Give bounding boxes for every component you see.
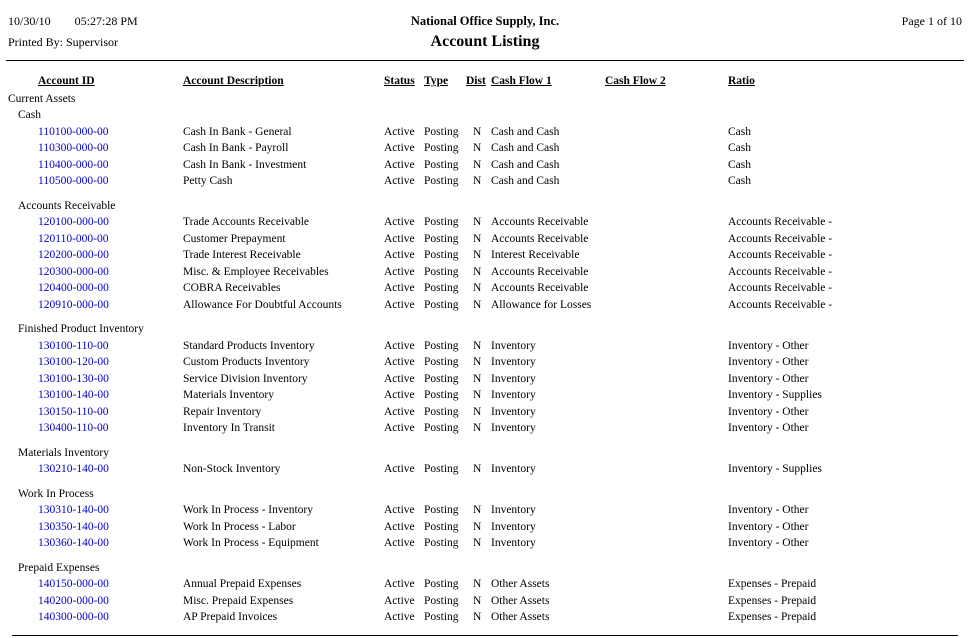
dist-value: N (473, 339, 482, 352)
cash-flow-2-value (605, 502, 728, 519)
ratio-value: Accounts Receivable - (728, 232, 833, 245)
cash-flow-1-value: Allowance for Losses (491, 298, 592, 311)
dist-value: N (473, 504, 482, 516)
ratio-value: Inventory - Other (728, 520, 809, 533)
table-row (8, 124, 964, 141)
dist-value: N (473, 389, 482, 401)
table-row (8, 157, 964, 174)
ratio-value: Inventory - Other (728, 339, 809, 352)
status-value: Active (384, 175, 415, 187)
type-value: Posting (424, 142, 459, 154)
account-description: Misc. Prepaid Expenses (183, 594, 294, 607)
company-name: National Office Supply, Inc. (410, 14, 560, 28)
table-row (8, 214, 964, 231)
status-value: Active (384, 504, 415, 516)
account-description: Non-Stock Inventory (183, 463, 281, 475)
cash-flow-2-value (605, 231, 728, 248)
account-id-link[interactable]: 130100-110-00 (38, 339, 109, 352)
printed-by: Printed By: Supervisor (8, 35, 118, 49)
cash-flow-2-value (605, 609, 728, 626)
page-title: Account Listing (430, 33, 540, 50)
dist-value: N (473, 265, 482, 278)
column-header-row (8, 73, 964, 90)
table-row (8, 519, 964, 536)
dist-value: N (473, 463, 482, 475)
cash-flow-1-value: Accounts Receivable (491, 216, 589, 228)
type-value: Posting (424, 125, 459, 138)
account-description: Cash In Bank - Payroll (183, 142, 289, 154)
status-value: Active (384, 282, 415, 294)
ratio-value: Inventory - Supplies (728, 463, 822, 475)
type-value: Posting (424, 356, 459, 368)
cash-flow-2-value (605, 297, 728, 314)
category-label: Current Assets (8, 92, 76, 105)
type-value: Posting (424, 158, 459, 171)
cash-flow-2-value (605, 214, 728, 231)
table-row (8, 371, 964, 388)
cash-flow-1-value: Accounts Receivable (491, 232, 589, 245)
cash-flow-2-value (605, 264, 728, 281)
group-label: Finished Product Inventory (18, 323, 144, 335)
account-id-link[interactable]: 130350-140-00 (38, 520, 109, 533)
column-header-dist: Dist (466, 75, 486, 87)
account-id-link[interactable]: 130100-130-00 (38, 372, 109, 385)
ratio-value: Cash (728, 142, 751, 154)
report-time: 05:27:28 PM (74, 14, 138, 28)
cash-flow-2-value (605, 173, 728, 190)
type-value: Posting (424, 405, 459, 418)
table-row (8, 576, 964, 593)
cash-flow-1-value: Inventory (491, 389, 536, 401)
type-value: Posting (424, 298, 459, 311)
status-value: Active (384, 520, 415, 533)
cash-flow-1-value: Accounts Receivable (491, 265, 589, 278)
dist-value: N (473, 125, 482, 138)
cash-flow-2-value (605, 461, 728, 478)
group-label: Work In Process (18, 487, 94, 500)
group-label: Materials Inventory (18, 446, 110, 459)
ratio-value: Accounts Receivable - (728, 216, 833, 228)
cash-flow-1-value: Cash and Cash (491, 175, 560, 187)
cash-flow-1-value: Accounts Receivable (491, 282, 589, 294)
dist-value: N (473, 232, 482, 245)
cash-flow-2-value (605, 140, 728, 157)
table-row (8, 173, 964, 190)
ratio-value: Cash (728, 158, 751, 171)
dist-value: N (473, 158, 482, 171)
status-value: Active (384, 216, 415, 228)
status-value: Active (384, 537, 415, 549)
account-id-link[interactable]: 130400-110-00 (38, 422, 109, 434)
column-header-account-id-label: Account ID (38, 75, 95, 87)
table-row (8, 297, 964, 314)
cash-flow-1-value: Inventory (491, 372, 536, 385)
account-id-link[interactable]: 120910-000-00 (38, 298, 109, 311)
type-value: Posting (424, 520, 459, 533)
account-id-link[interactable]: 110500-000-00 (38, 175, 109, 187)
cash-flow-1-value: Other Assets (491, 578, 550, 590)
status-value: Active (384, 594, 415, 607)
dist-value: N (473, 611, 482, 623)
report-header-center (258, 14, 712, 51)
column-header-account-id (8, 73, 183, 90)
status-value: Active (384, 389, 415, 401)
status-value: Active (384, 356, 415, 368)
status-value: Active (384, 298, 415, 311)
cash-flow-1-value: Interest Receivable (491, 249, 580, 261)
cash-flow-1-value: Other Assets (491, 611, 550, 623)
account-id-link[interactable]: 120110-000-00 (38, 232, 109, 245)
cash-flow-1-value: Cash and Cash (491, 158, 560, 171)
column-header-cash-flow-1: Cash Flow 1 (491, 75, 552, 87)
table-row (8, 231, 964, 248)
dist-value: N (473, 356, 482, 368)
cash-flow-1-value: Cash and Cash (491, 142, 560, 154)
type-value: Posting (424, 389, 459, 401)
status-value: Active (384, 265, 415, 278)
account-id-link[interactable]: 120300-000-00 (38, 265, 109, 278)
account-id-link[interactable]: 140200-000-00 (38, 594, 109, 607)
cash-flow-2-value (605, 593, 728, 610)
type-value: Posting (424, 232, 459, 245)
status-value: Active (384, 142, 415, 154)
account-id-link[interactable]: 120400-000-00 (38, 282, 109, 294)
account-id-link[interactable]: 120200-000-00 (38, 249, 109, 261)
cash-flow-1-value: Inventory (491, 422, 536, 434)
table-row (8, 461, 964, 478)
ratio-value: Accounts Receivable - (728, 249, 833, 261)
dist-value: N (473, 298, 482, 311)
dist-value: N (473, 422, 482, 434)
dist-value: N (473, 372, 482, 385)
ratio-value: Accounts Receivable - (728, 282, 833, 294)
account-description: Trade Interest Receivable (183, 249, 301, 261)
type-value: Posting (424, 537, 459, 549)
ratio-value: Inventory - Other (728, 372, 809, 385)
column-header-ratio: Ratio (728, 75, 755, 87)
table-row (8, 420, 964, 437)
status-value: Active (384, 249, 415, 261)
account-description: Work In Process - Equipment (183, 537, 319, 549)
account-group (8, 445, 964, 478)
report-dateline (8, 14, 258, 29)
type-value: Posting (424, 463, 459, 475)
account-description: AP Prepaid Invoices (183, 611, 278, 623)
cash-flow-1-value: Inventory (491, 356, 536, 368)
ratio-value: Accounts Receivable - (728, 298, 833, 311)
dist-value: N (473, 537, 482, 549)
ratio-value: Accounts Receivable - (728, 265, 833, 278)
account-description: COBRA Receivables (183, 282, 281, 294)
cash-flow-2-value (605, 387, 728, 404)
type-value: Posting (424, 175, 459, 187)
report-body (8, 107, 964, 626)
ratio-value: Inventory - Other (728, 537, 809, 549)
account-description: Inventory In Transit (183, 422, 275, 434)
account-description: Work In Process - Inventory (183, 504, 314, 516)
account-description: Work In Process - Labor (183, 520, 296, 533)
status-value: Active (384, 232, 415, 245)
ratio-value: Inventory - Other (728, 356, 809, 368)
cash-flow-1-value: Cash and Cash (491, 125, 560, 138)
cash-flow-1-value: Inventory (491, 520, 536, 533)
status-value: Active (384, 372, 415, 385)
dist-value: N (473, 578, 482, 590)
table-row (8, 502, 964, 519)
report-header-left (8, 14, 258, 50)
status-value: Active (384, 422, 415, 434)
cash-flow-2-value (605, 338, 728, 355)
status-value: Active (384, 125, 415, 138)
account-group (8, 198, 964, 314)
table-row (8, 264, 964, 281)
ratio-value: Cash (728, 125, 751, 138)
status-value: Active (384, 611, 415, 623)
account-description: Petty Cash (183, 175, 233, 187)
account-id-link[interactable]: 110100-000-00 (38, 125, 109, 138)
account-description: Customer Prepayment (183, 232, 286, 245)
report-header (0, 0, 970, 51)
dist-value: N (473, 594, 482, 607)
cash-flow-2-value (605, 124, 728, 141)
table-row (8, 140, 964, 157)
dist-value: N (473, 249, 482, 261)
account-id-link[interactable]: 130210-140-00 (38, 463, 109, 475)
dist-value: N (473, 282, 482, 294)
account-group (8, 321, 964, 437)
account-description: Cash In Bank - Investment (183, 158, 307, 171)
account-description: Cash In Bank - General (183, 125, 292, 138)
account-id-link[interactable]: 140150-000-00 (38, 578, 109, 590)
column-header-account-description: Account Description (183, 75, 284, 87)
cash-flow-2-value (605, 354, 728, 371)
dist-value: N (473, 175, 482, 187)
account-id-link[interactable]: 130100-120-00 (38, 356, 109, 368)
account-id-link[interactable]: 140300-000-00 (38, 611, 109, 623)
table-row (8, 593, 964, 610)
ratio-value: Inventory - Other (728, 405, 809, 418)
account-id-link[interactable]: 130100-140-00 (38, 389, 109, 401)
status-value: Active (384, 339, 415, 352)
type-value: Posting (424, 339, 459, 352)
cash-flow-2-value (605, 576, 728, 593)
ratio-value: Inventory - Other (728, 504, 809, 516)
dist-value: N (473, 142, 482, 154)
cash-flow-2-value (605, 535, 728, 552)
type-value: Posting (424, 216, 459, 228)
status-value: Active (384, 578, 415, 590)
account-group (8, 560, 964, 626)
table-row (8, 354, 964, 371)
ratio-value: Expenses - Prepaid (728, 578, 817, 590)
ratio-value: Expenses - Prepaid (728, 594, 817, 607)
status-value: Active (384, 405, 415, 418)
cash-flow-2-value (605, 519, 728, 536)
cash-flow-1-value: Inventory (491, 339, 536, 352)
table-row (8, 404, 964, 421)
dist-value: N (473, 216, 482, 228)
cash-flow-1-value: Inventory (491, 504, 536, 516)
account-description: Materials Inventory (183, 389, 275, 401)
type-value: Posting (424, 249, 459, 261)
table-row (8, 247, 964, 264)
footer-divider (12, 635, 958, 636)
type-value: Posting (424, 372, 459, 385)
group-label: Accounts Receivable (18, 199, 116, 212)
dist-value: N (473, 405, 482, 418)
account-id-link[interactable]: 120100-000-00 (38, 216, 109, 228)
account-id-link[interactable]: 110300-000-00 (38, 142, 109, 154)
cash-flow-1-value: Inventory (491, 463, 536, 475)
cash-flow-2-value (605, 247, 728, 264)
cash-flow-2-value (605, 420, 728, 437)
account-description: Standard Products Inventory (183, 339, 315, 352)
account-group (8, 107, 964, 190)
account-description: Trade Accounts Receivable (183, 216, 310, 228)
account-id-link[interactable]: 130150-110-00 (38, 405, 109, 418)
cash-flow-2-value (605, 280, 728, 297)
cash-flow-2-value (605, 404, 728, 421)
cash-flow-1-value: Other Assets (491, 594, 550, 607)
account-description: Repair Inventory (183, 405, 262, 418)
table-row (8, 609, 964, 626)
ratio-value: Expenses - Prepaid (728, 611, 817, 623)
column-header-status: Status (384, 75, 415, 87)
ratio-value: Inventory - Supplies (728, 389, 822, 401)
status-value: Active (384, 463, 415, 475)
table-row (8, 387, 964, 404)
account-id-link[interactable]: 110400-000-00 (38, 158, 109, 171)
type-value: Posting (424, 504, 459, 516)
account-description: Allowance For Doubtful Accounts (183, 298, 342, 311)
table-row (8, 535, 964, 552)
page-number: Page 1 of 10 (901, 14, 962, 28)
group-label: Prepaid Expenses (18, 561, 100, 574)
column-header-cash-flow-2: Cash Flow 2 (605, 75, 666, 87)
cash-flow-1-value: Inventory (491, 405, 536, 418)
account-description: Annual Prepaid Expenses (183, 578, 302, 590)
type-value: Posting (424, 578, 459, 590)
report-header-right (712, 14, 962, 29)
cash-flow-2-value (605, 371, 728, 388)
report-date: 10/30/10 (8, 14, 51, 28)
type-value: Posting (424, 265, 459, 278)
account-listing-table (0, 61, 970, 626)
cash-flow-1-value: Inventory (491, 537, 536, 549)
table-row (8, 338, 964, 355)
type-value: Posting (424, 282, 459, 294)
status-value: Active (384, 158, 415, 171)
group-label: Cash (18, 109, 41, 121)
ratio-value: Cash (728, 175, 751, 187)
type-value: Posting (424, 611, 459, 623)
type-value: Posting (424, 594, 459, 607)
account-id-link[interactable]: 130310-140-00 (38, 504, 109, 516)
type-value: Posting (424, 422, 459, 434)
account-group (8, 486, 964, 552)
cash-flow-2-value (605, 157, 728, 174)
column-header-type: Type (424, 75, 449, 87)
account-description: Service Division Inventory (183, 372, 308, 385)
account-description: Misc. & Employee Receivables (183, 265, 329, 278)
account-id-link[interactable]: 130360-140-00 (38, 537, 109, 549)
ratio-value: Inventory - Other (728, 422, 809, 434)
account-description: Custom Products Inventory (183, 356, 310, 368)
table-row (8, 280, 964, 297)
dist-value: N (473, 520, 482, 533)
